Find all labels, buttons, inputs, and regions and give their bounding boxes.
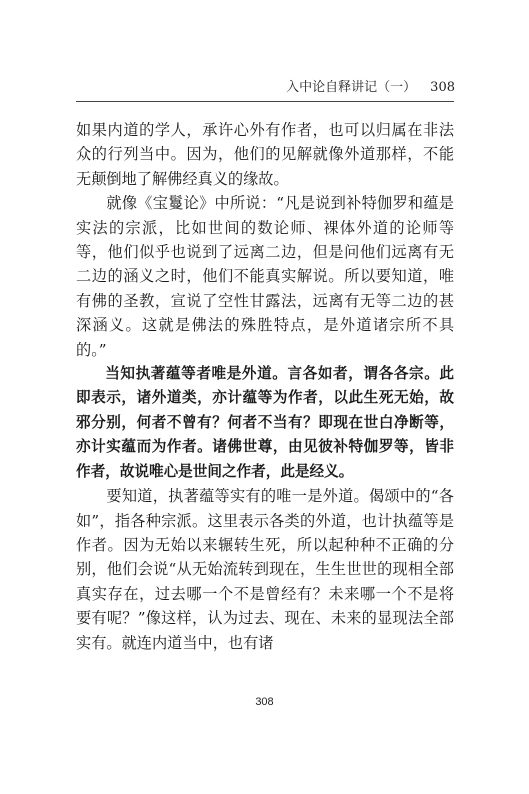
- paragraph-commentary-3: 要知道，执著蕴等实有的唯一是外道。偈颂中的“各如”，指各种宗派。这里表示各类的外道，也计执蕴等是作者。因为无始以来辗转生死，所以起种种不正确的分别，他们会说“从无始流转到现在，生生世世的现相全部真实存在，过去哪一个不是曾经有？未来哪一个不是将要有呢？”像这样，认为过去、现在、未来的显现法全部实有。就连内道当中，也有诸: [76, 487, 454, 652]
- header-page-number: 308: [430, 80, 455, 95]
- book-title: 入中论自释讲记（一）: [286, 80, 417, 95]
- paragraph-commentary-2: 就像《宝鬘论》中所说：“凡是说到补特伽罗和蕴是实法的宗派，比如世间的数论师、裸体外道的论师等等，他们似乎也说到了远离二边，但是问他们远离有无二边的涵义之时，他们不能真实解说。所以要知道，唯有佛的圣教，宣说了空性甘露法，远离有无等二边的甚深涵义。这就是佛法的殊胜特点，是外道诸宗所不具的。”: [76, 194, 454, 359]
- footer-page-number: 308: [255, 696, 274, 708]
- paragraph-commentary-1: 如果内道的学人，承许心外有作者，也可以归属在非法众的行列当中。因为，他们的见解就像外道那样，不能无颠倒地了解佛经真义的缘故。: [76, 121, 454, 188]
- header-divider: [76, 101, 454, 102]
- root-text-quote: 当知执著蕴等者唯是外道。言各如者，谓各各宗。此即表示，诸外道类，亦计蕴等为作者，以此生死无始，故邪分别，何者不曾有？何者不当有？即现在世白净断等，亦计实蕴而为作者。诸佛世尊，由见彼补特伽罗等，皆非作者，故说唯心是世间之作者，此是经义。: [76, 365, 454, 480]
- main-text: [76, 118, 454, 655]
- running-header: [286, 76, 455, 95]
